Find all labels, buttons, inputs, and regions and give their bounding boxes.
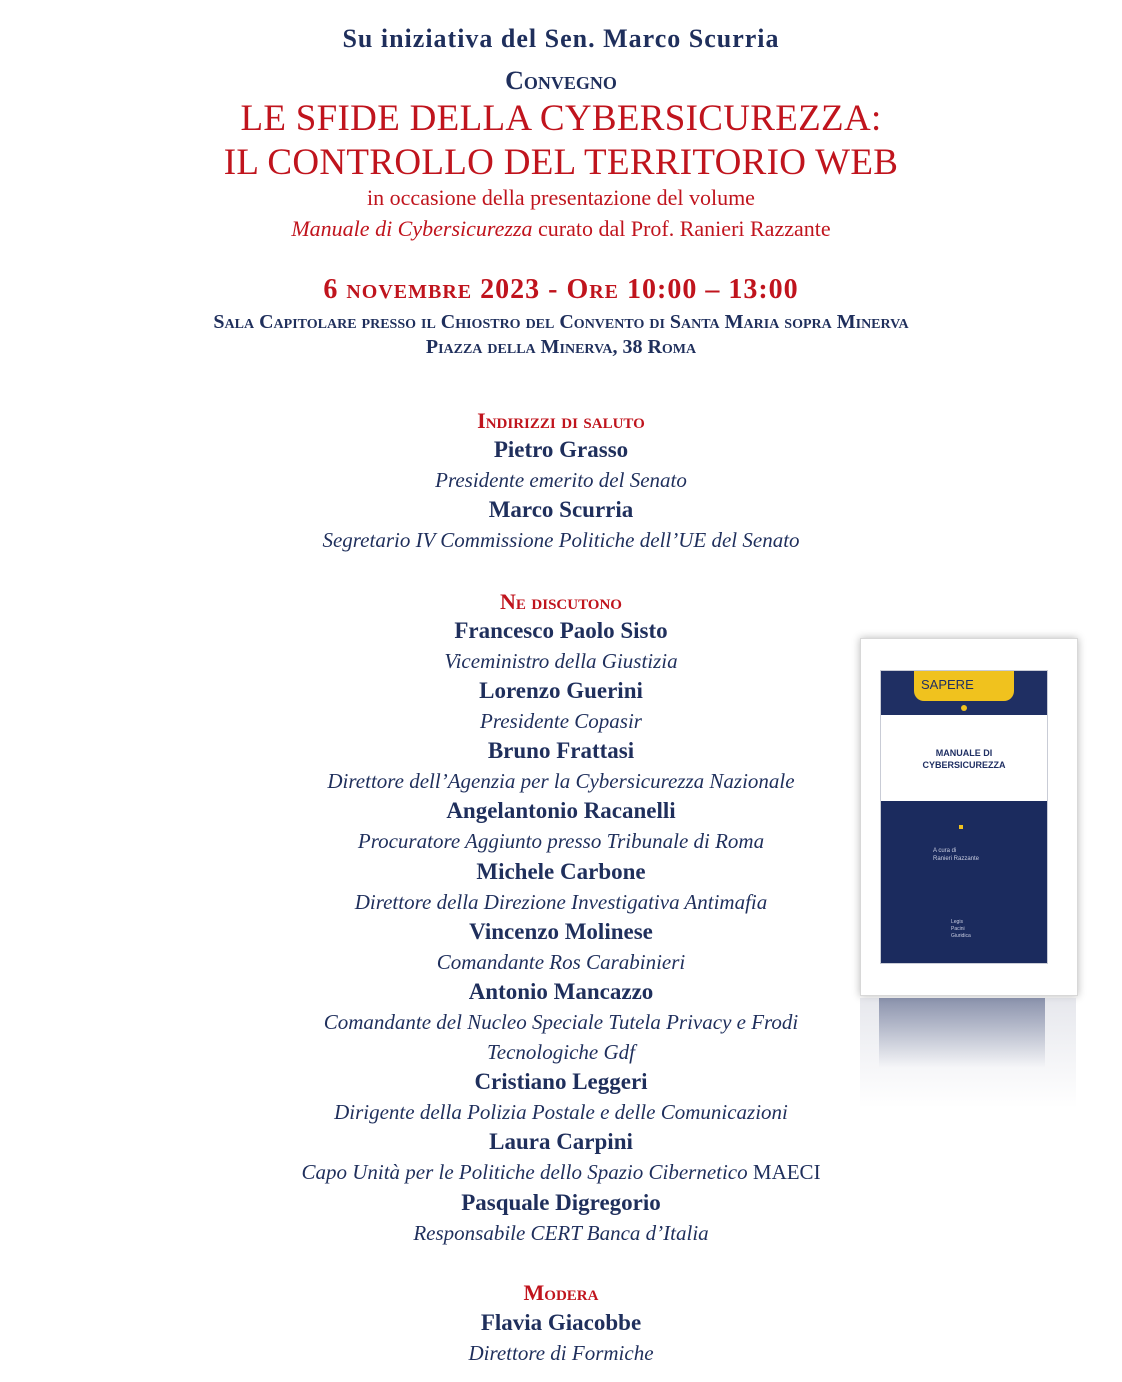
- book-frame: [860, 638, 1078, 996]
- book-publisher-line-1: Legis: [951, 919, 963, 925]
- moderator-role: Direttore di Formiche: [468, 1341, 654, 1365]
- greetings-heading: Indirizzi di saluto: [477, 408, 645, 433]
- book-publisher-line-3: Giuridica: [951, 933, 971, 939]
- speaker-name: Antonio Mancazzo: [468, 979, 654, 1004]
- curator-text: curato dal Prof. Ranieri Razzante: [532, 216, 831, 241]
- book-cover-title: [881, 747, 1047, 771]
- speaker-role: Presidente Copasir: [480, 709, 642, 733]
- speaker-role: Responsabile CERT Banca d’Italia: [413, 1221, 709, 1245]
- book-publisher-line-2: Pacini: [951, 926, 965, 932]
- speaker-name: Pietro Grasso: [493, 437, 629, 462]
- book-square-icon: [959, 825, 963, 829]
- book-dot-icon: [961, 705, 967, 711]
- speaker-name: Pasquale Digregorio: [461, 1190, 661, 1215]
- speaker-name: Bruno Frattasi: [487, 738, 635, 763]
- occasion-line: in occasione della presentazione del volume: [367, 185, 755, 210]
- speaker-name: Francesco Paolo Sisto: [454, 618, 668, 643]
- book-image: [860, 638, 1078, 1108]
- speaker-name: Angelantonio Racanelli: [446, 798, 676, 823]
- speaker-role-continued: Tecnologiche Gdf: [487, 1040, 635, 1064]
- event-type: Convegno: [505, 66, 617, 95]
- speaker-role: Direttore della Direzione Investigativa Antimafia: [354, 890, 768, 914]
- title-line-1: LE SFIDE DELLA CYBERSICUREZZA:: [240, 98, 882, 139]
- speaker-name: Michele Carbone: [476, 859, 646, 884]
- event-time: Ore 10:00 – 13:00: [566, 274, 799, 305]
- speaker-name: Laura Carpini: [489, 1129, 633, 1154]
- speaker-name: Cristiano Leggeri: [474, 1069, 648, 1094]
- date-time-line: [0, 274, 1122, 306]
- panel-heading: Ne discutono: [500, 589, 622, 614]
- book-title-text: Manuale di Cybersicurezza: [291, 216, 533, 241]
- speaker-name: Lorenzo Guerini: [479, 678, 643, 703]
- venue-line-2: Piazza della Minerva, 38 Roma: [425, 336, 697, 358]
- book-presentation-line: [0, 216, 1122, 242]
- book-cover: [880, 670, 1048, 964]
- speaker-role: Viceministro della Giustizia: [444, 649, 678, 673]
- book-brand-text: SAPERE: [921, 677, 974, 692]
- speaker-role: Comandante del Nucleo Speciale Tutela Privacy e Frodi: [323, 1010, 799, 1034]
- speaker-role-main: Capo Unità per le Politiche dello Spazio Cibernetico: [301, 1160, 748, 1184]
- book-reflection-cover: [879, 998, 1045, 1068]
- event-date: 6 novembre 2023: [323, 274, 541, 305]
- speaker-name: Marco Scurria: [488, 497, 634, 522]
- book-cover-publisher: [951, 919, 971, 940]
- speaker-role-suffix: MAECI: [747, 1160, 821, 1184]
- book-cover-lower: [881, 801, 1047, 963]
- speaker-role: Comandante Ros Carabinieri: [436, 950, 686, 974]
- book-cover-title-line-1: MANUALE DI: [935, 748, 993, 758]
- speaker-name: Vincenzo Molinese: [469, 919, 653, 944]
- book-editor-line-2: Ranieri Razzante: [933, 856, 980, 862]
- book-cover-title-line-2: CYBERSICUREZZA: [922, 760, 1006, 770]
- speaker-role: [0, 1160, 1122, 1185]
- moderator-name: Flavia Giacobbe: [480, 1310, 642, 1335]
- date-separator: -: [540, 274, 567, 305]
- book-editor-line-1: A cura di: [933, 848, 957, 854]
- book-reflection: [860, 998, 1076, 1108]
- venue-line-1: Sala Capitolare presso il Chiostro del Convento di Santa Maria sopra Minerva: [213, 311, 909, 333]
- moderator-heading: Modera: [523, 1280, 599, 1305]
- title-line-2: IL CONTROLLO DEL TERRITORIO WEB: [223, 142, 899, 183]
- speaker-role: Direttore dell’Agenzia per la Cybersicurezza Nazionale: [327, 769, 795, 793]
- speaker-role: Presidente emerito del Senato: [435, 468, 687, 492]
- speaker-role: Dirigente della Polizia Postale e delle Comunicazioni: [334, 1100, 788, 1124]
- initiative-line: Su iniziativa del Sen. Marco Scurria: [342, 24, 780, 53]
- speaker-role: Segretario IV Commissione Politiche dell’UE del Senato: [322, 528, 800, 552]
- book-cover-editor: [933, 847, 979, 863]
- speaker-role: Procuratore Aggiunto presso Tribunale di Roma: [357, 829, 765, 853]
